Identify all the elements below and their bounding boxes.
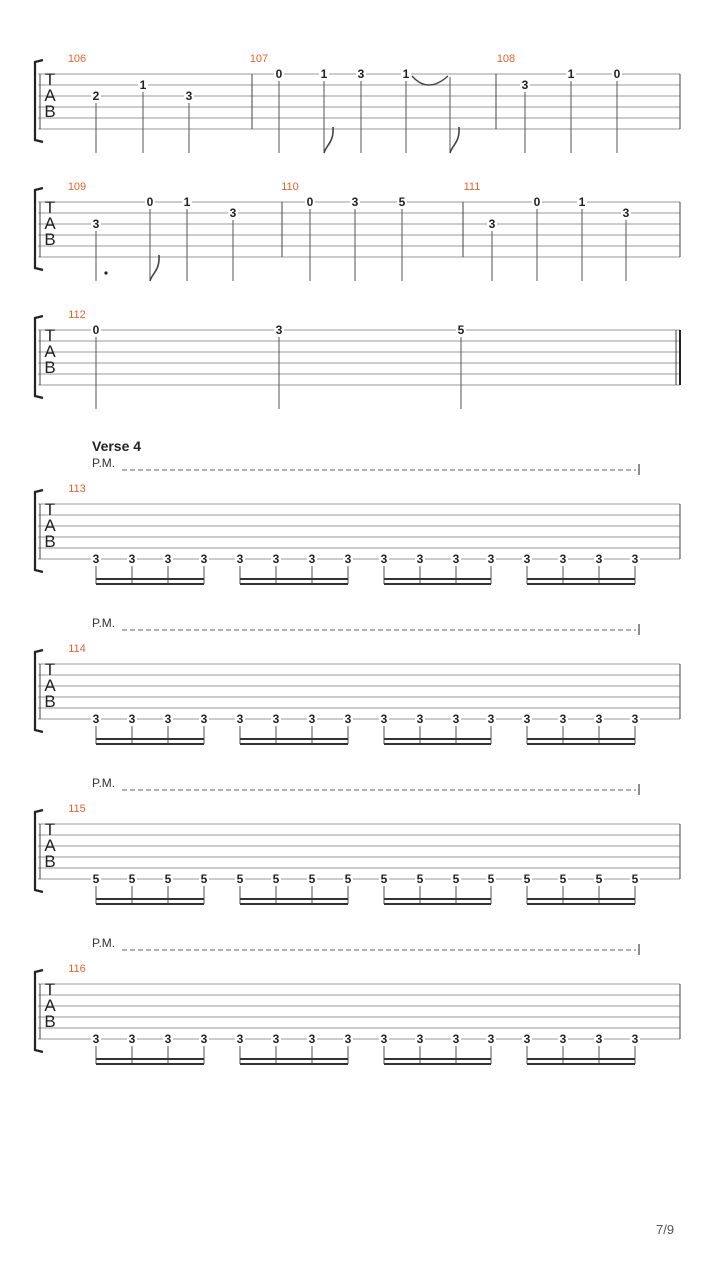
tab-system <box>35 438 680 584</box>
fret-number: 3 <box>236 712 244 726</box>
eighth-flag <box>324 127 333 153</box>
fret-number: 3 <box>380 1032 388 1046</box>
tab-clef-letter: T <box>44 660 56 679</box>
fret-number: 5 <box>559 872 567 886</box>
fret-number: 3 <box>275 323 283 337</box>
tab-system <box>35 776 680 904</box>
fret-number: 2 <box>92 89 100 103</box>
fret-number: 3 <box>236 552 244 566</box>
fret-number: 3 <box>308 552 316 566</box>
fret-number: 3 <box>272 552 280 566</box>
fret-number: 5 <box>236 872 244 886</box>
fret-number: 3 <box>308 712 316 726</box>
fret-number: 3 <box>92 552 100 566</box>
eighth-flag <box>450 127 459 153</box>
staff-bracket <box>35 60 43 142</box>
fret-number: 3 <box>380 712 388 726</box>
fret-number: 3 <box>200 1032 208 1046</box>
tab-clef-letter: B <box>44 692 56 711</box>
staff-bracket <box>35 970 43 1052</box>
palm-mute-label: P.M. <box>92 456 116 470</box>
tab-clef-letter: A <box>44 836 56 855</box>
tab-clef-letter: B <box>44 1012 56 1031</box>
measure-number: 114 <box>68 643 86 655</box>
fret-number: 3 <box>357 67 365 81</box>
fret-number: 5 <box>92 872 100 886</box>
fret-number: 5 <box>344 872 352 886</box>
fret-number: 5 <box>457 323 465 337</box>
tie-arc <box>412 76 448 85</box>
fret-number: 1 <box>578 195 586 209</box>
fret-number: 3 <box>185 89 193 103</box>
fret-number: 0 <box>613 67 621 81</box>
tab-clef-letter: T <box>44 820 56 839</box>
fret-number: 5 <box>380 872 388 886</box>
fret-number: 3 <box>92 1032 100 1046</box>
measure-number: 111 <box>463 181 481 193</box>
fret-number: 3 <box>631 552 639 566</box>
fret-number: 3 <box>487 552 495 566</box>
fret-number: 0 <box>533 195 541 209</box>
tab-clef-letter: A <box>44 214 56 233</box>
fret-number: 3 <box>229 206 237 220</box>
palm-mute-label: P.M. <box>92 936 116 950</box>
tab-system <box>35 181 680 281</box>
fret-number: 5 <box>128 872 136 886</box>
tab-clef-letter: B <box>44 102 56 121</box>
fret-number: 3 <box>236 1032 244 1046</box>
fret-number: 5 <box>523 872 531 886</box>
measure-number: 109 <box>67 181 87 193</box>
fret-number: 3 <box>416 1032 424 1046</box>
tab-clef-letter: A <box>44 676 56 695</box>
fret-number: 3 <box>559 1032 567 1046</box>
measure-number: 106 <box>67 53 87 65</box>
tab-system <box>35 936 680 1064</box>
measure-number: 115 <box>68 803 86 815</box>
fret-number: 3 <box>521 78 529 92</box>
tab-clef-letter: B <box>44 852 56 871</box>
fret-number: 5 <box>595 872 603 886</box>
tab-clef-letter: T <box>44 326 56 345</box>
fret-number: 3 <box>351 195 359 209</box>
fret-number: 1 <box>320 67 328 81</box>
fret-number: 3 <box>272 712 280 726</box>
fret-number: 3 <box>416 712 424 726</box>
palm-mute-label: P.M. <box>92 616 116 630</box>
tab-system <box>35 53 680 153</box>
page-number: 7/9 <box>656 1222 675 1237</box>
fret-number: 3 <box>452 552 460 566</box>
fret-number: 5 <box>272 872 280 886</box>
tab-clef-letter: T <box>44 198 56 217</box>
tab-system <box>35 616 680 744</box>
staff-bracket <box>35 810 43 892</box>
fret-number: 3 <box>164 712 172 726</box>
fret-number: 3 <box>380 552 388 566</box>
fret-number: 3 <box>523 712 531 726</box>
fret-number: 5 <box>200 872 208 886</box>
tab-clef-letter: B <box>44 230 56 249</box>
fret-number: 3 <box>631 1032 639 1046</box>
fret-number: 0 <box>306 195 314 209</box>
fret-number: 3 <box>344 1032 352 1046</box>
fret-number: 3 <box>452 712 460 726</box>
staff-bracket <box>35 188 43 270</box>
staff-bracket <box>35 316 43 398</box>
tab-clef-letter: B <box>44 358 56 377</box>
fret-number: 3 <box>416 552 424 566</box>
fret-number: 3 <box>595 712 603 726</box>
fret-number: 3 <box>128 1032 136 1046</box>
fret-number: 3 <box>523 1032 531 1046</box>
fret-number: 0 <box>275 67 283 81</box>
fret-number: 3 <box>308 1032 316 1046</box>
section-title: Verse 4 <box>92 438 142 454</box>
fret-number: 3 <box>488 217 496 231</box>
staff-bracket <box>35 490 43 572</box>
fret-number: 3 <box>344 552 352 566</box>
fret-number: 1 <box>139 78 147 92</box>
fret-number: 3 <box>128 712 136 726</box>
tab-clef-letter: T <box>44 70 56 89</box>
fret-number: 3 <box>272 1032 280 1046</box>
fret-number: 1 <box>567 67 575 81</box>
measure-number: 110 <box>281 181 299 193</box>
fret-number: 3 <box>487 1032 495 1046</box>
fret-number: 3 <box>523 552 531 566</box>
fret-number: 3 <box>164 1032 172 1046</box>
rhythm-dot <box>104 271 107 274</box>
fret-number: 3 <box>631 712 639 726</box>
fret-number: 5 <box>487 872 495 886</box>
fret-number: 3 <box>595 1032 603 1046</box>
fret-number: 3 <box>92 217 100 231</box>
fret-number: 3 <box>559 552 567 566</box>
staff-bracket <box>35 650 43 732</box>
fret-number: 3 <box>622 206 630 220</box>
fret-number: 3 <box>164 552 172 566</box>
tab-clef-letter: A <box>44 342 56 361</box>
fret-number: 3 <box>595 552 603 566</box>
fret-number: 5 <box>452 872 460 886</box>
fret-number: 3 <box>487 712 495 726</box>
tab-clef-letter: A <box>44 86 56 105</box>
fret-number: 1 <box>402 67 410 81</box>
measure-number: 116 <box>68 963 86 975</box>
fret-number: 3 <box>128 552 136 566</box>
fret-number: 3 <box>92 712 100 726</box>
tab-clef-letter: B <box>44 532 56 551</box>
measure-number: 113 <box>68 483 86 495</box>
tab-clef-letter: A <box>44 996 56 1015</box>
fret-number: 0 <box>92 323 100 337</box>
fret-number: 3 <box>200 712 208 726</box>
tab-clef-letter: T <box>44 980 56 999</box>
fret-number: 1 <box>183 195 191 209</box>
fret-number: 3 <box>344 712 352 726</box>
fret-number: 3 <box>200 552 208 566</box>
measure-number: 112 <box>68 309 86 321</box>
fret-number: 5 <box>631 872 639 886</box>
fret-number: 0 <box>146 195 154 209</box>
tab-system <box>35 309 680 409</box>
palm-mute-label: P.M. <box>92 776 116 790</box>
fret-number: 3 <box>559 712 567 726</box>
measure-number: 107 <box>249 53 269 65</box>
fret-number: 5 <box>164 872 172 886</box>
fret-number: 5 <box>398 195 406 209</box>
fret-number: 5 <box>416 872 424 886</box>
fret-number: 5 <box>308 872 316 886</box>
eighth-flag <box>150 255 159 281</box>
measure-number: 108 <box>496 53 516 65</box>
tab-clef-letter: A <box>44 516 56 535</box>
fret-number: 3 <box>452 1032 460 1046</box>
tab-clef-letter: T <box>44 500 56 519</box>
